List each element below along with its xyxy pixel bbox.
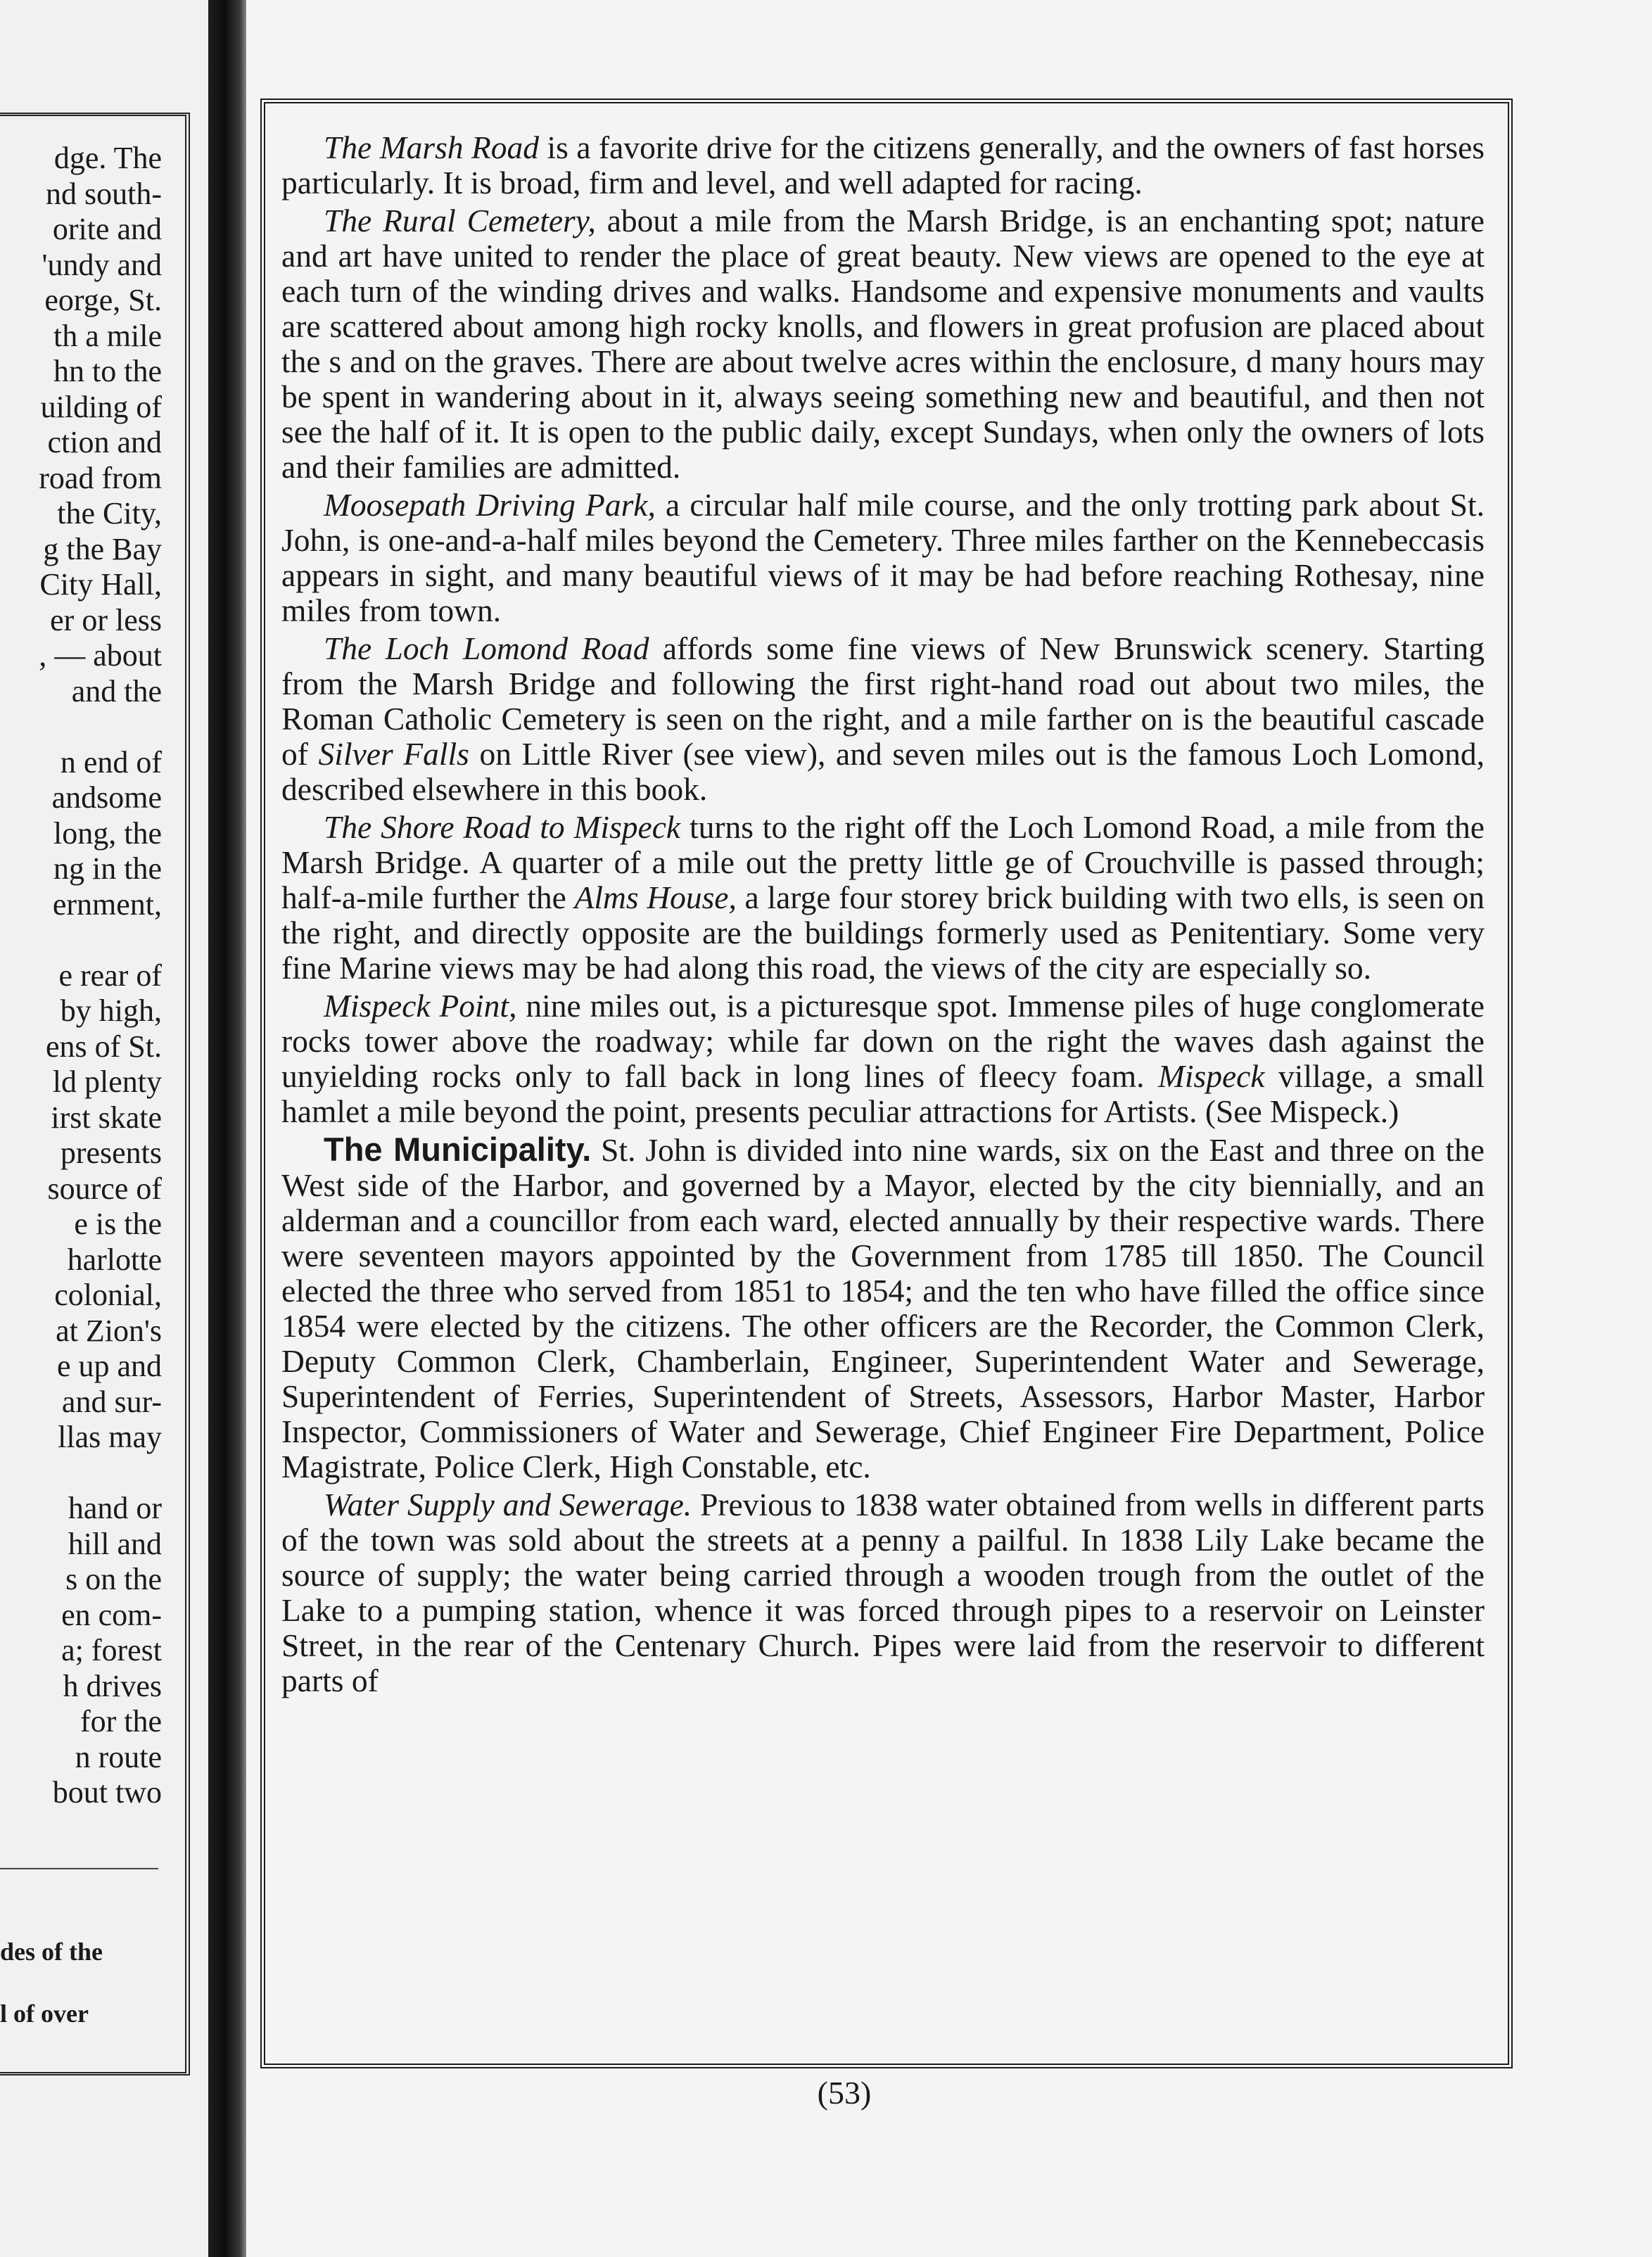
left-footnote-line: l of over (0, 1999, 89, 2028)
left-page-line: City Hall, (39, 567, 162, 602)
paragraph-rural-cemetery (281, 203, 1485, 485)
paragraph-text: on Little River (see view), and seven miles out is the famous Loch Lomond, described elsewhere in this book. (281, 736, 1485, 807)
left-page-line: ng in the (53, 851, 162, 886)
left-page-line: and sur- (61, 1384, 162, 1419)
section-municipality (281, 1132, 1485, 1484)
left-page-line: 'undy and (42, 247, 162, 282)
paragraph-shore-road (281, 810, 1485, 986)
page-number: (53) (817, 2075, 872, 2111)
left-page-line: er or less (50, 602, 162, 637)
paragraph-lead: Mispeck Point, (324, 988, 517, 1024)
paragraph-text: Previous to 1838 water obtained from wells in different parts of the town was sold about the streets at a penny a pailful. In 1838 Lily Lake became the source of supply; the water being carried through a wooden trough from the outlet of the Lake to a pumping station, whence it was forced through pipes to a reservoir on Leinster Street, in the rear of the Centenary Church. Pipes were laid from the reservoir to different parts of (281, 1487, 1485, 1698)
section-text: St. John is divided into nine wards, six on the East and three on the West side of the Harbor, and governed by a Mayor, elected by the city biennially, and an alderman and a councillor from each ward, elected annually by their respective wards. There were seventeen mayors appointed by the Government from 1785 till 1850. The Council elected the three who served from 1851 to 1854; and the ten who have filled the office since 1854 were elected by the citizens. The other officers are the Recorder, the Common Clerk, Deputy Common Clerk, Chamberlain, Engineer, Superintendent Water and Sewerage, Superintendent of Ferries, Superintendent of Streets, Assessors, Harbor Master, Harbor Inspector, Commissioners of Water and Sewerage, Chief Engineer Fire Department, Police Magistrate, Police Clerk, High Constable, etc. (281, 1132, 1485, 1484)
paragraph-marsh-road (281, 130, 1485, 201)
paragraph-mispeck-point (281, 988, 1485, 1129)
paragraph-lead: Water Supply and Sewerage. (324, 1487, 692, 1522)
left-page-line: e is the (74, 1207, 162, 1241)
left-page-line: presents (60, 1136, 162, 1170)
paragraph-emphasis: Mispeck (1157, 1058, 1265, 1094)
paragraph-text: a circular half mile course, and the only trotting park about St. John, is one-and-a-half miles beyond the Cemetery. Three miles farther on the Kennebeccasis appears in sight, and many beautiful views of it may be had before reaching Rothesay, nine miles from town. (281, 487, 1485, 628)
left-page-line: uilding of (40, 389, 162, 424)
left-page-line: s on the (65, 1562, 162, 1596)
left-page-line: harlotte (67, 1242, 162, 1277)
left-page-line: the City, (57, 496, 162, 530)
left-page-line: colonial, (54, 1278, 162, 1312)
left-page-line: h drives (63, 1668, 162, 1703)
paragraph-water-supply (281, 1487, 1485, 1698)
left-page-line (0, 922, 162, 958)
paragraph-text: about a mile from the Marsh Bridge, is an enchanting spot; nature and art have united to render the place of great beauty. New views are opened to the eye at each turn of the winding drives and walks. Handsome and expensive monuments and vaults are scattered about among high rocky knolls, and flowers in great profusion are placed about the s and on the graves. There are about twelve acres within the enclosure, d many hours may be spent in wandering about in it, always seeing something new and beautiful, and then not see the half of it. It is open to the public daily, except Sundays, when only the owners of lots and their families are admitted. (281, 203, 1485, 485)
left-page-text (0, 141, 162, 1811)
paragraph-lead: Moosepath Driving Park, (324, 487, 656, 523)
left-page-line: andsome (51, 780, 162, 815)
paragraph-moosepath-park (281, 488, 1485, 628)
page-body (281, 130, 1485, 1701)
left-page-line: ernment, (52, 886, 162, 922)
left-page-line: source of (47, 1171, 162, 1206)
paragraph-text: is a favorite drive for the citizens generally, and the owners of fast horses particularly. It is broad, firm and level, and well adapted for racing. (281, 129, 1485, 201)
paragraph-lead: The Rural Cemetery, (324, 203, 596, 239)
paragraph-text: nine miles out, is a picturesque spot. Immense piles of huge conglomerate rocks tower above the roadway; while far down on the right the waves dash against the unyielding rocks only to fall back in long lines of fleecy foam. (281, 988, 1485, 1094)
left-page-line: eorge, St. (44, 283, 162, 317)
left-page-line: e up and (56, 1349, 162, 1383)
left-page-line: n end of (60, 744, 162, 780)
left-page-line: at Zion's (56, 1313, 162, 1348)
left-page-line: a; forest (61, 1633, 162, 1667)
left-page-line: th a mile (53, 318, 162, 353)
left-page-rule (0, 1868, 158, 1869)
left-page-line: g the Bay (43, 531, 162, 566)
left-page-line: ens of St. (46, 1029, 162, 1064)
paragraph-loch-lomond-road (281, 631, 1485, 807)
left-page-line: hand or (68, 1491, 162, 1525)
left-page-line (0, 1456, 162, 1492)
paragraph-emphasis: Alms House, (574, 879, 737, 915)
paragraph-text: a large four storey brick building with two ells, is seen on the right, and directly opposite are the buildings formerly used as Penitentiary. Some very fine Marine views may be had along this road, the views of the city are especially so. (281, 879, 1485, 986)
left-page-line: hill and (68, 1526, 162, 1561)
left-page-line: for the (80, 1704, 162, 1738)
section-heading: The Municipality. (324, 1131, 592, 1168)
left-page-line: en com- (61, 1597, 162, 1632)
left-page-line: ld plenty (52, 1064, 162, 1099)
left-page-line: ction and (47, 425, 162, 459)
left-page-line: e rear of (58, 958, 162, 993)
left-page-footnote (0, 1921, 158, 2045)
paragraph-lead: The Shore Road to Mispeck (324, 809, 681, 845)
left-page-line: bout two (52, 1775, 162, 1810)
left-page-line: road from (39, 460, 162, 495)
paragraph-text: turns to the right off the Loch Lomond Road, a mile from the Marsh Bridge. A quarter of a mile out the pretty little ge of Crouchville is passed through; half-a-mile further the (281, 809, 1485, 915)
paragraph-text: affords some fine views of New Brunswick scenery. Starting from the Marsh Bridge and following the first right-hand road out about two miles, the Roman Catholic Cemetery is seen on the right, and a mile farther on is the beautiful cascade of (281, 630, 1485, 772)
paragraph-lead: The Marsh Road (324, 129, 540, 165)
left-page-line: long, the (53, 815, 162, 851)
left-page-line: nd south- (46, 176, 162, 211)
paragraph-emphasis: Silver Falls (318, 736, 469, 772)
left-page-line: and the (71, 673, 162, 708)
left-page-line: , — about (39, 638, 162, 673)
left-page-line: hn to the (53, 354, 162, 388)
left-page-line (0, 709, 162, 745)
left-page-line: llas may (58, 1420, 162, 1454)
left-footnote-line: des of the (0, 1938, 103, 1966)
left-page-line: by high, (60, 993, 162, 1028)
paragraph-text: village, a small hamlet a mile beyond the point, presents peculiar attractions for Artists. (See Mispeck.) (281, 1058, 1485, 1129)
book-binding-gutter (208, 0, 250, 2257)
left-facing-page (0, 0, 211, 2257)
left-page-line: n route (75, 1739, 162, 1774)
left-page-line: orite and (52, 212, 162, 246)
paragraph-lead: The Loch Lomond Road (324, 630, 649, 666)
left-page-line: dge. The (53, 141, 162, 175)
left-page-line: irst skate (51, 1100, 162, 1135)
